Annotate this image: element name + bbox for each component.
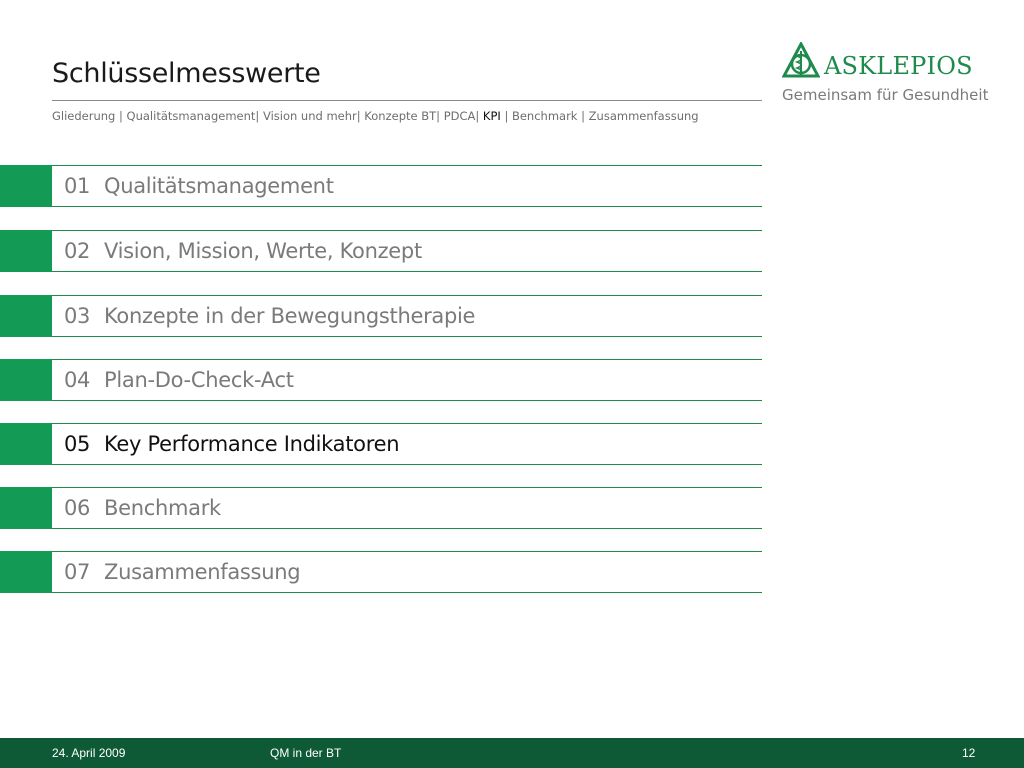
agenda-rule (52, 271, 762, 272)
agenda-label: Konzepte in der Bewegungstherapie (104, 304, 476, 328)
breadcrumb-item-kpi[interactable]: KPI (482, 109, 501, 123)
agenda-rule (52, 464, 762, 465)
page-title: Schlüsselmesswerte (52, 58, 321, 89)
agenda-marker (0, 165, 52, 207)
agenda-rule (52, 165, 762, 166)
agenda-marker (0, 230, 52, 272)
agenda-item-03[interactable] (0, 295, 762, 337)
breadcrumb-item-zusammenfassung[interactable]: Zusammenfassung (588, 109, 699, 123)
agenda-rule (52, 528, 762, 529)
agenda-marker (0, 551, 52, 593)
agenda-item-05[interactable] (0, 423, 762, 465)
agenda-rule (52, 295, 762, 296)
breadcrumb-item-pdca[interactable]: PDCA| (443, 109, 480, 123)
agenda-rule (52, 551, 762, 552)
agenda-rule (52, 230, 762, 231)
breadcrumb-item-qualitaetsmanagement[interactable]: Qualitätsmanagement| (126, 109, 260, 123)
title-divider (52, 100, 762, 101)
agenda-number: 07 (64, 560, 91, 584)
page-number: 12 (962, 746, 976, 760)
asklepios-staff-icon (782, 42, 820, 80)
breadcrumb (52, 109, 699, 123)
agenda-label: Qualitätsmanagement (104, 174, 334, 198)
agenda-item-02[interactable] (0, 230, 762, 272)
agenda-item-07[interactable] (0, 551, 762, 593)
agenda-number: 02 (64, 239, 91, 263)
agenda-rule (52, 336, 762, 337)
agenda-number: 04 (64, 368, 91, 392)
agenda-item-01[interactable] (0, 165, 762, 207)
agenda-label: Vision, Mission, Werte, Konzept (104, 239, 422, 263)
agenda-rule (52, 487, 762, 488)
agenda-marker (0, 295, 52, 337)
agenda-item-06[interactable] (0, 487, 762, 529)
asklepios-logo (782, 42, 989, 106)
footer-title: QM in der BT (270, 746, 342, 760)
agenda-rule (52, 400, 762, 401)
agenda-label: Benchmark (104, 496, 221, 520)
agenda-label: Zusammenfassung (104, 560, 301, 584)
agenda-item-04[interactable] (0, 359, 762, 401)
agenda-marker (0, 487, 52, 529)
agenda-number: 01 (64, 174, 91, 198)
breadcrumb-item-benchmark[interactable]: | Benchmark | (504, 109, 585, 123)
agenda-label: Key Performance Indikatoren (104, 432, 400, 456)
agenda-rule (52, 359, 762, 360)
agenda-marker (0, 359, 52, 401)
breadcrumb-item-gliederung[interactable]: Gliederung | (52, 109, 123, 123)
agenda-label: Plan-Do-Check-Act (104, 368, 294, 392)
logo-tagline: Gemeinsam für Gesundheit (782, 86, 989, 104)
breadcrumb-item-konzepte[interactable]: Konzepte BT| (364, 109, 441, 123)
agenda-number: 05 (64, 432, 91, 456)
breadcrumb-item-vision[interactable]: Vision und mehr| (262, 109, 361, 123)
agenda-rule (52, 592, 762, 593)
agenda-number: 03 (64, 304, 91, 328)
agenda-number: 06 (64, 496, 91, 520)
footer-bar (0, 738, 1024, 768)
logo-wordmark: ASKLEPIOS (824, 52, 973, 80)
agenda-rule (52, 206, 762, 207)
agenda-rule (52, 423, 762, 424)
agenda-marker (0, 423, 52, 465)
footer-date: 24. April 2009 (52, 746, 126, 760)
